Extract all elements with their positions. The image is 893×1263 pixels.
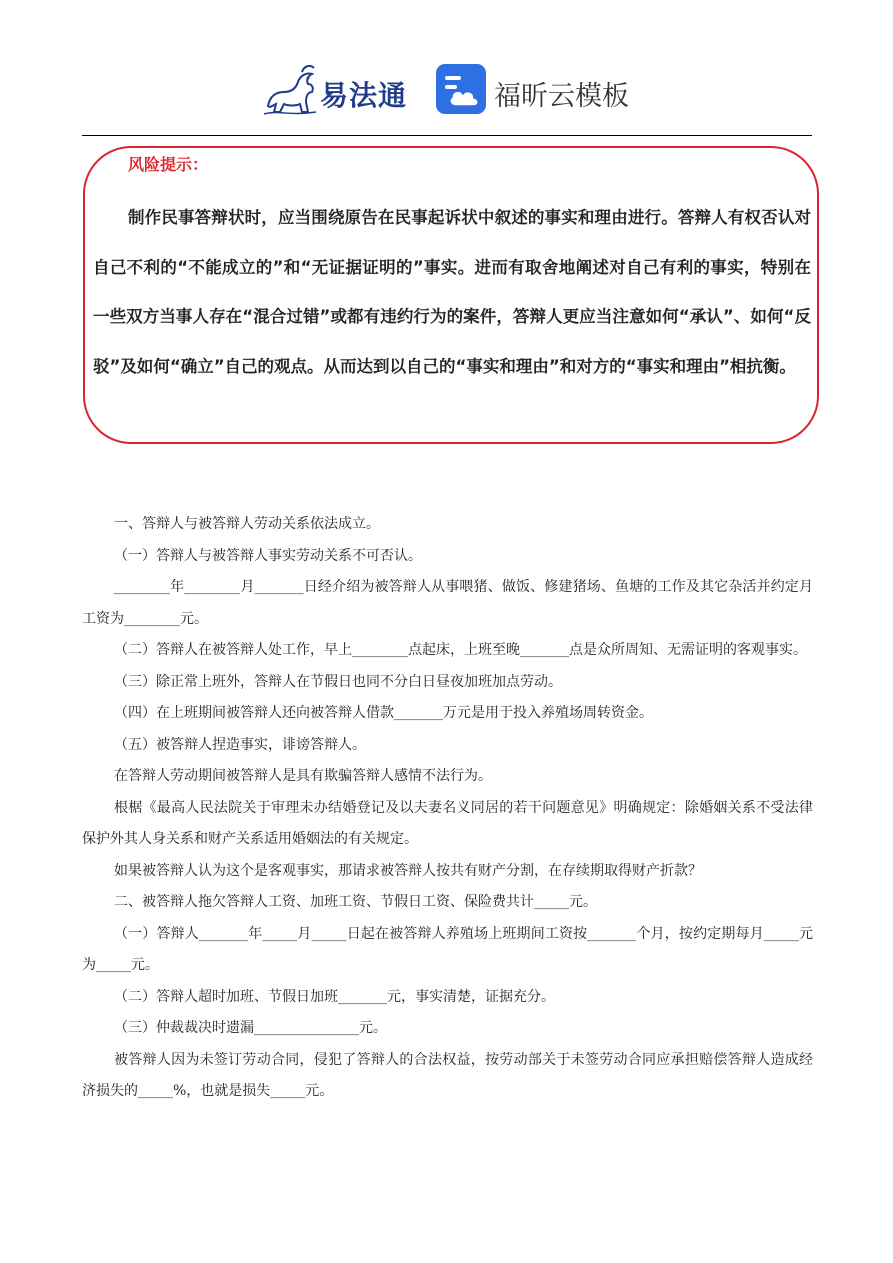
paragraph: 如果被答辩人认为这个是客观事实，那请求被答辩人按共有财产分割，在存续期取得财产折款？ [114,862,702,879]
paragraph: 根椐《最高人民法院关于审理未办结婚登记及以夫妻名义同居的若干问题意见》明确规定：除婚姻关系不受法律保护外其人身关系和财产关系适用婚姻法的有关规定。 [82,799,813,847]
header-divider [82,135,812,136]
foxit-logo-text: 福昕云模板 [494,81,629,112]
risk-notice-title: 风险提示： [128,155,209,174]
page-header [0,56,893,126]
paragraph: 一、答辩人与被答辩人劳动关系依法成立。 [114,516,380,532]
yifatong-logo-text: 易法通 [320,79,408,112]
paragraph: 被答辩人因为未签订劳动合同，侵犯了答辩人的合法权益，按劳动部关于未签劳动合同应承担赔偿答辩人造成经济损失的_____%，也就是损失_____元。 [82,1051,813,1099]
paragraph: （三）仲裁裁决时遗漏_______________元。 [114,1020,387,1036]
paragraph: （三）除正常上班外，答辩人在节假日也同不分白日昼夜加班加点劳动。 [114,673,562,690]
yifatong-logo [262,62,412,118]
paragraph: ________年________月_______日经介绍为被答辩人从事喂猪、做饭、修建猪场、鱼塘的工作及其它杂活并约定月工资为________元。 [82,579,813,627]
paragraph: （五）被答辩人捏造事实，诽谤答辩人。 [114,736,366,753]
foxit-logo [436,64,636,120]
document-body [82,509,813,1108]
paragraph: （二）答辩人超时加班、节假日加班_______元，事实清楚，证据充分。 [114,988,555,1005]
paragraph: （四）在上班期间被答辩人还向被答辩人借款_______万元是用于投入养殖场周转资金。 [114,705,653,721]
cloud-doc-icon [436,64,486,114]
paragraph: 在答辩人劳动期间被答辩人是具有欺骗答辩人感情不法行为。 [114,768,492,784]
paragraph: （二）答辩人在被答辩人处工作，早上________点起床，上班至晚_______点是众所周知、无需证明的客观事实。 [114,642,807,658]
qilin-icon [262,62,320,118]
paragraph: 二、被答辩人拖欠答辩人工资、加班工资、节假日工资、保险费共计_____元。 [114,894,597,910]
risk-notice-body: 制作民事答辩状时，应当围绕原告在民事起诉状中叙述的事实和理由进行。答辩人有权否认对自己不利的“不能成立的”和“无证据证明的”事实。进而有取舍地阐述对自己有利的事实，特别在一些双方当事人存在“混合过错”或都有违约行为的案件，答辩人更应当注意如何“承认”、如何“反驳”及如何“确立”自己的观点。从而达到以自己的“事实和理由”和对方的“事实和理由”相抗衡。 [93,208,811,376]
paragraph: （一）答辩人与被答辩人事实劳动关系不可否认。 [114,547,422,564]
paragraph: （一）答辩人_______年_____月_____日起在被答辩人养殖场上班期间工资按_______个月，按约定期每月_____元为_____元。 [82,925,813,973]
